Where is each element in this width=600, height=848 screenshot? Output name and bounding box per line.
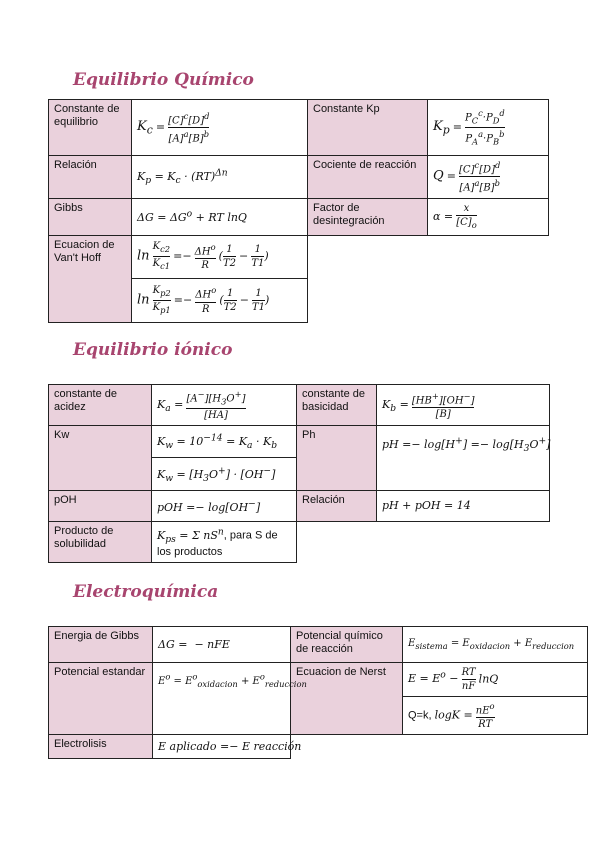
kps-note: , para S de los productos xyxy=(157,530,278,559)
section-title-equilibrio-ionico: Equilibrio iónico xyxy=(73,340,233,360)
label-factor-desintegracion: Factor de desintegración xyxy=(308,198,428,235)
formula-energia-gibbs: ΔG = − nFE xyxy=(153,627,291,663)
formula-kp: $K_p$ = $P_C^c\cdot P_D^d$ $P_A^a\cdot P_B^b$ xyxy=(428,100,549,156)
formula-kb: $K_b$ = $\frac{[HB^+][OH^-]}{[B]}$ xyxy=(377,385,550,426)
label-constante-equilibrio: Constante de equilibrio xyxy=(49,100,132,156)
formula-ph-poh: pH + pOH = 14 xyxy=(377,491,550,522)
formula-vant-hoff-kp: ln $\frac{K_{p2}}{K_{p1}}$ =− $\Delta H^o$ R ( $\frac{1}{T2}$ − $\frac{1}{T1}$ ) xyxy=(132,278,308,322)
formula-poh: pOH =− log[OH−] xyxy=(152,491,297,522)
label-relacion: Relación xyxy=(49,156,132,199)
equilibrio-quimico-table xyxy=(48,99,549,323)
label-cociente-reaccion: Cociente de reacción xyxy=(308,156,428,199)
label-constante-kp: Constante Kp xyxy=(308,100,428,156)
label-constante-acidez: constante de acidez xyxy=(49,385,152,426)
formula-q: Q = $\frac{[C]^c[D]^d}{[A]^a[B]^b}$ xyxy=(428,156,549,199)
section-title-electroquimica: Electroquímica xyxy=(73,582,219,602)
label-potencial-estandar: Potencial estandar xyxy=(49,663,153,735)
formula-e-estandar: $E^o = E^o_{oxidacion} + E^o_{reduccion}$ xyxy=(153,663,291,735)
label-ph: Ph xyxy=(297,426,377,491)
formula-kc: $K_c$ = $\frac{[C]^c[D]^d}{[A]^a[B]^b}$ xyxy=(132,100,308,156)
label-potencial-quimico: Potencial químico de reacción xyxy=(291,627,403,663)
formula-alpha: α = $\frac{x}{[C]_o}$ xyxy=(428,198,549,235)
label-producto-solubilidad: Producto de solubilidad xyxy=(49,522,152,563)
section-title-equilibrio-quimico: Equilibrio Químico xyxy=(73,70,254,90)
kc-fraction: $\frac{[C]^c[D]^d}{[A]^a[B]^b}$ xyxy=(168,110,210,145)
label-constante-basicidad: constante de basicidad xyxy=(297,385,377,426)
electroquimica-table xyxy=(48,626,588,759)
formula-kw-1: $K_w = 10^{-14} = K_a \cdot K_b$ xyxy=(152,426,297,458)
label-poh: pOH xyxy=(49,491,152,522)
label-gibbs: Gibbs xyxy=(49,198,132,235)
formula-kp-kc: $K_p = K_c \cdot (RT)^{\Delta n}$ xyxy=(132,156,308,199)
formula-kps: $K_{ps} = \Sigma$ $nS^n$, para S de los productos xyxy=(152,522,297,563)
label-kw: Kw xyxy=(49,426,152,491)
formula-logk: Q=k, logK = $nE^o$ RT xyxy=(403,697,588,735)
formula-ka: $K_a$ = $\frac{[A^-][H_3O^+]}{[HA]}$ xyxy=(152,385,297,426)
formula-ph: pH =− $\log[H^+] =- \log[H_3O^+]$ xyxy=(377,426,550,491)
formula-e-sistema: $E_{sistema} = E_{oxidacion} + E_{reduccion}$ xyxy=(403,627,588,663)
formula-electrolisis: E aplicado =− E reacción xyxy=(153,735,291,759)
label-vant-hoff: Ecuacion de Van't Hoff xyxy=(49,235,132,322)
label-energia-gibbs: Energia de Gibbs xyxy=(49,627,153,663)
equilibrio-ionico-table xyxy=(48,384,550,563)
formula-kw-2: $K_w = [H_3O^+] \cdot [OH^-]$ xyxy=(152,458,297,491)
label-ecuacion-nerst: Ecuacion de Nerst xyxy=(291,663,403,735)
formula-vant-hoff-kc: ln $\frac{K_{c2}}{K_{c1}}$ =− $\Delta H^o$ R ( $\frac{1}{T2}$ − $\frac{1}{T1}$ ) xyxy=(132,235,308,278)
formula-nerst: $E = E^o$ − $\frac{RT}{nF}$ lnQ xyxy=(403,663,588,697)
label-relacion-ph: Relación xyxy=(297,491,377,522)
formula-gibbs: $\Delta G = \Delta G^o$ + RT lnQ xyxy=(132,198,308,235)
label-electrolisis: Electrolisis xyxy=(49,735,153,759)
